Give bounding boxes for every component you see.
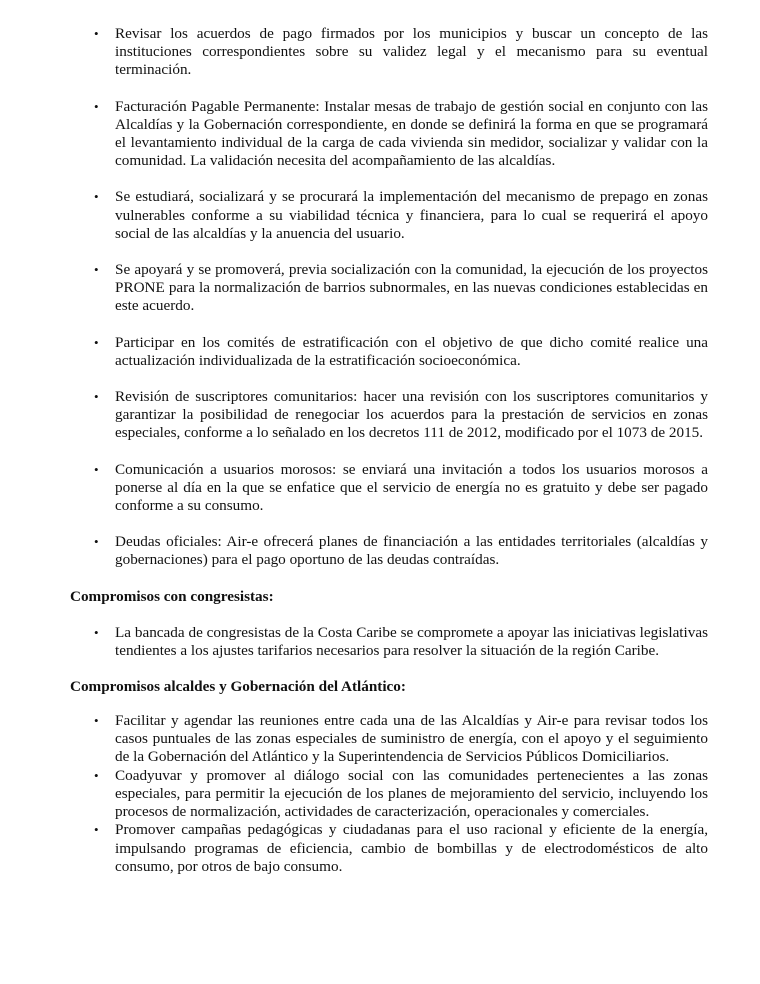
list-item <box>94 25 708 80</box>
list-item-text: Deudas oficiales: Air-e ofrecerá planes de financiación a las entidades territoriales (alcaldías y gobernaciones) para el pago oportuno de las deudas contraídas. <box>115 533 708 569</box>
list-item-text: Revisar los acuerdos de pago firmados por los municipios y buscar un concepto de las instituciones correspondientes sobre su validez legal y el mecanismo para su eventual terminación. <box>115 25 708 79</box>
bullet-icon: • <box>94 624 99 640</box>
list-item-text: Facturación Pagable Permanente: Instalar mesas de trabajo de gestión social en conjunto con las Alcaldías y la Gobernación correspondiente, en donde se definirá la forma en que se programará el levantamiento individual de la carga de cada vivienda sin medidor, socializar y validar con la comunidad. La validación necesita del acompañamiento de las alcaldías. <box>115 97 708 170</box>
list-item <box>94 712 708 767</box>
list-item-text: Promover campañas pedagógicas y ciudadanas para el uso racional y eficiente de la energía, impulsando programas de eficiencia, cambio de bombillas y de electrodomésticos de alto consumo, por otros de bajo consumo. <box>115 821 708 875</box>
list-item-text: Se apoyará y se promoverá, previa socialización con la comunidad, la ejecución de los proyectos PRONE para la normalización de barrios subnormales, en las nuevas condiciones establecidas en este acuerdo. <box>115 261 708 315</box>
list-item-text: Facilitar y agendar las reuniones entre cada una de las Alcaldías y Air-e para revisar todos los casos puntuales de las zonas especiales de suministro de energía, con el apoyo y el seguimiento de la Gobernación del Atlántico y la Superintendencia de Servicios Públicos Domiciliarios. <box>115 712 708 766</box>
list-item-text: La bancada de congresistas de la Costa Caribe se compromete a apoyar las iniciativas legislativas tendientes a los ajustes tarifarios necesarios para resolver la situación de la región Caribe. <box>115 623 708 659</box>
list-item <box>94 261 708 316</box>
list-item <box>94 766 708 822</box>
list-item <box>94 388 708 443</box>
list-item-text: Se estudiará, socializará y se procurará la implementación del mecanismo de prepago en zonas vulnerables conforme a su viabilidad técnica y financiera, para lo cual se requerirá el apoyo social de las alcaldías y la anuencia del usuario. <box>115 188 708 242</box>
bullet-icon: • <box>94 822 99 838</box>
bullet-icon: • <box>94 461 99 477</box>
list-item <box>94 460 708 516</box>
list-item-text: Coadyuvar y promover al diálogo social con las comunidades pertenecientes a las zonas especiales, para permitir la ejecución de los planes de mejoramiento del servicio, incluyendo los procesos de normalización, actividades de caracterización, operacionales y comerciales. <box>115 766 708 821</box>
list-item-text: Revisión de suscriptores comunitarios: hacer una revisión con los suscriptores comunitarios y garantizar la posibilidad de renegociar los acuerdos para la prestación de servicios en zonas especiales, conforme a lo señalado en los decretos 111 de 2012, modificado por el 1073 de 2015. <box>115 388 708 442</box>
list-item-text: Comunicación a usuarios morosos: se enviará una invitación a todos los usuarios morosos a ponerse al día en la que se enfatice que el servicio de energía no es gratuito y debe ser pagado conforme a su consumo. <box>115 460 708 515</box>
bullet-icon: • <box>94 713 99 729</box>
section2-list <box>70 624 708 660</box>
bullet-icon: • <box>94 262 99 278</box>
list-item-text: Participar en los comités de estratificación con el objetivo de que dicho comité realice una actualización individualizada de la estratificación socioeconómica. <box>115 333 708 369</box>
bullet-icon: • <box>94 767 99 783</box>
bullet-icon: • <box>94 189 99 205</box>
section-heading-congresistas: Compromisos con congresistas: <box>70 587 274 605</box>
bullet-icon: • <box>94 334 99 350</box>
list-item <box>94 97 708 171</box>
section-heading-alcaldes: Compromisos alcaldes y Gobernación del Atlántico: <box>70 678 406 696</box>
section1-list <box>70 25 708 570</box>
bullet-icon: • <box>94 389 99 405</box>
list-item <box>94 188 708 243</box>
list-item <box>94 533 708 569</box>
section3-list <box>70 712 708 876</box>
list-item <box>94 333 708 370</box>
bullet-icon: • <box>94 98 99 114</box>
list-item <box>94 821 708 876</box>
list-item <box>94 623 708 660</box>
bullet-icon: • <box>94 26 99 41</box>
bullet-icon: • <box>94 534 99 550</box>
